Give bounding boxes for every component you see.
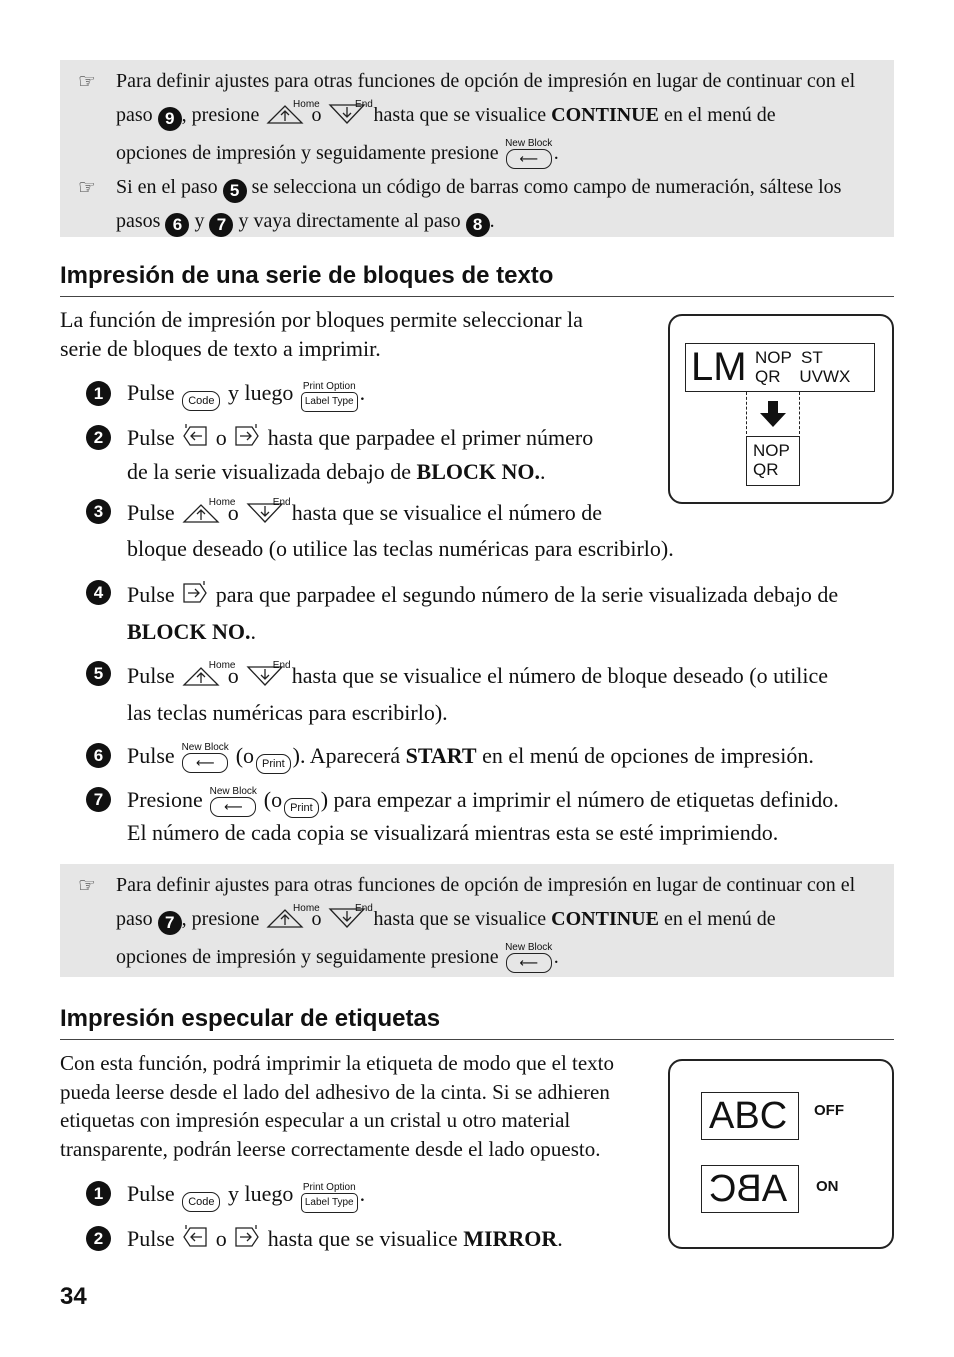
step-ref-badge: 9 xyxy=(158,107,182,131)
step-2: Pulse o hasta que parpadee el primer número de la serie visualizada debajo de BLOCK NO.. xyxy=(127,425,594,484)
step-number: 3 xyxy=(86,499,111,524)
print-key-icon: Print xyxy=(284,798,319,818)
step-6: Pulse ⟵ New Block (o Print ). Aparecerá START en el menú de opciones de impresión. xyxy=(127,741,814,774)
step-1: Pulse Code y luego Label Type Print Option . xyxy=(127,378,365,412)
note-box-2 xyxy=(60,864,894,977)
pointing-hand-icon: ☞ xyxy=(78,873,96,897)
bold-term: BLOCK NO. xyxy=(416,459,541,484)
enter-key-icon: ⟵ New Block xyxy=(506,149,552,169)
step-3: Pulse Home o End hasta que se visualice el número de bloque deseado (o utilice las teclas numéricas para escribirlo). xyxy=(127,497,674,561)
step-number: 1 xyxy=(86,1181,111,1206)
down-arrow-icon xyxy=(759,400,787,434)
step-1: Pulse Code y luego Label Type Print Option . xyxy=(127,1179,365,1213)
step-number: 2 xyxy=(86,425,111,450)
step-2: Pulse o hasta que se visualice MIRROR. xyxy=(127,1224,563,1258)
lcd-display xyxy=(685,343,875,392)
lcd-normal-text: ABC xyxy=(709,1095,788,1137)
step-5: Pulse Home o End hasta que se visualice el número de bloque deseado (o utilice las teclas numéricas para escribirlo). xyxy=(127,660,829,725)
section-heading: Impresión de una serie de bloques de texto xyxy=(60,262,894,297)
bold-term: MIRROR xyxy=(463,1226,558,1251)
note-text: Para definir ajustes para otras funciones de opción de impresión en lugar de continuar con el xyxy=(116,70,856,92)
code-key-icon: Code xyxy=(182,391,220,411)
note-box-1 xyxy=(60,60,894,237)
step-4: Pulse para que parpadee el segundo número de la serie visualizada debajo de BLOCK NO.. xyxy=(127,582,839,644)
on-label: ON xyxy=(816,1178,839,1195)
left-arrow-key-icon xyxy=(182,1224,208,1258)
lcd-small-text: NOP ST xyxy=(755,348,823,367)
step-number: 6 xyxy=(86,743,111,768)
section-heading: Impresión especular de etiquetas xyxy=(60,1005,894,1040)
section-intro: Con esta función, podrá imprimir la etiqueta de modo que el texto pueda leerse desde el lado del adhesivo de la cinta. Si se adhieren etiquetas con impresión especular a un cristal u otro material transparente, podrán leerse correctamente desde el lado opuesto. xyxy=(60,1051,615,1161)
lcd-block-box: NOP QR xyxy=(746,436,800,486)
enter-key-icon: ⟵ New Block xyxy=(210,797,256,817)
up-arrow-key-icon: Home xyxy=(182,501,220,533)
enter-key-icon: ⟵ New Block xyxy=(506,953,552,973)
lcd-illustration-block xyxy=(668,314,894,504)
code-key-icon: Code xyxy=(182,1192,220,1212)
lcd-mirror-text-box xyxy=(701,1165,799,1213)
up-arrow-key-icon: Home xyxy=(266,102,304,136)
down-arrow-key-icon: End xyxy=(328,906,366,940)
note-item: ☞ Si en el paso 5 se selecciona un código de barras como campo de numeración, sáltese los pasos 6 y 7 y vaya directamente al paso 8 . xyxy=(116,170,878,238)
print-key-icon: Print xyxy=(256,754,291,774)
down-arrow-key-icon: End xyxy=(246,663,284,696)
step-number: 7 xyxy=(86,787,111,812)
bold-term: START xyxy=(405,743,477,768)
off-label: OFF xyxy=(814,1102,844,1119)
right-arrow-key-icon xyxy=(234,423,260,457)
label-type-key-icon: Label Type Print Option xyxy=(301,392,358,412)
step-number: 4 xyxy=(86,580,111,605)
bold-term: CONTINUE xyxy=(551,908,659,930)
left-arrow-key-icon xyxy=(182,423,208,457)
step-ref-badge: 7 xyxy=(209,213,233,237)
note-item: ☞ Para definir ajustes para otras funciones de opción de impresión en lugar de continuar con el paso 7 , presione Home o End hasta que se visualice CONTINUE en el menú de opciones de impresión y seguidamente presione ⟵ New Block . xyxy=(116,868,878,974)
pointing-hand-icon: ☞ xyxy=(78,175,96,199)
step-number: 2 xyxy=(86,1226,111,1251)
lcd-illustration-mirror xyxy=(668,1059,894,1249)
step-7: Presione ⟵ New Block (o Print ) para empezar a imprimir el número de etiquetas definido. El número de cada copia se visualizará mientras esta se esté imprimiendo. xyxy=(127,786,839,845)
section-intro: La función de impresión por bloques permite seleccionar la serie de bloques de texto a imprimir. xyxy=(60,307,583,361)
step-number: 1 xyxy=(86,381,111,406)
down-arrow-key-icon: End xyxy=(246,501,284,533)
bold-term: CONTINUE xyxy=(551,104,659,126)
step-ref-badge: 7 xyxy=(158,911,182,935)
up-arrow-key-icon: Home xyxy=(266,906,304,940)
pointing-hand-icon: ☞ xyxy=(78,69,96,93)
step-ref-badge: 5 xyxy=(223,179,247,203)
right-arrow-key-icon xyxy=(234,1224,260,1258)
step-ref-badge: 8 xyxy=(466,213,490,237)
lcd-mirrored-text: ABC xyxy=(709,1168,788,1210)
note-item: ☞ Para definir ajustes para otras funciones de opción de impresión en lugar de continuar con el paso 9 , presione Home o End hasta que se visualice CONTINUE en el menú de opciones de impresión y seguidamente presione ⟵ New Block . xyxy=(116,64,878,170)
up-arrow-key-icon: Home xyxy=(182,663,220,696)
down-arrow-key-icon: End xyxy=(328,102,366,136)
step-ref-badge: 6 xyxy=(165,213,189,237)
lcd-small-text: QR UVWX xyxy=(755,367,851,386)
bold-term: BLOCK NO. xyxy=(127,619,251,644)
right-arrow-key-icon xyxy=(182,580,208,615)
lcd-large-text: LM xyxy=(691,345,747,389)
enter-key-icon: ⟵ New Block xyxy=(182,753,228,773)
label-type-key-icon: Label Type Print Option xyxy=(301,1193,358,1213)
step-number: 5 xyxy=(86,661,111,686)
page-number: 34 xyxy=(60,1283,87,1310)
lcd-normal-text-box xyxy=(701,1092,799,1140)
